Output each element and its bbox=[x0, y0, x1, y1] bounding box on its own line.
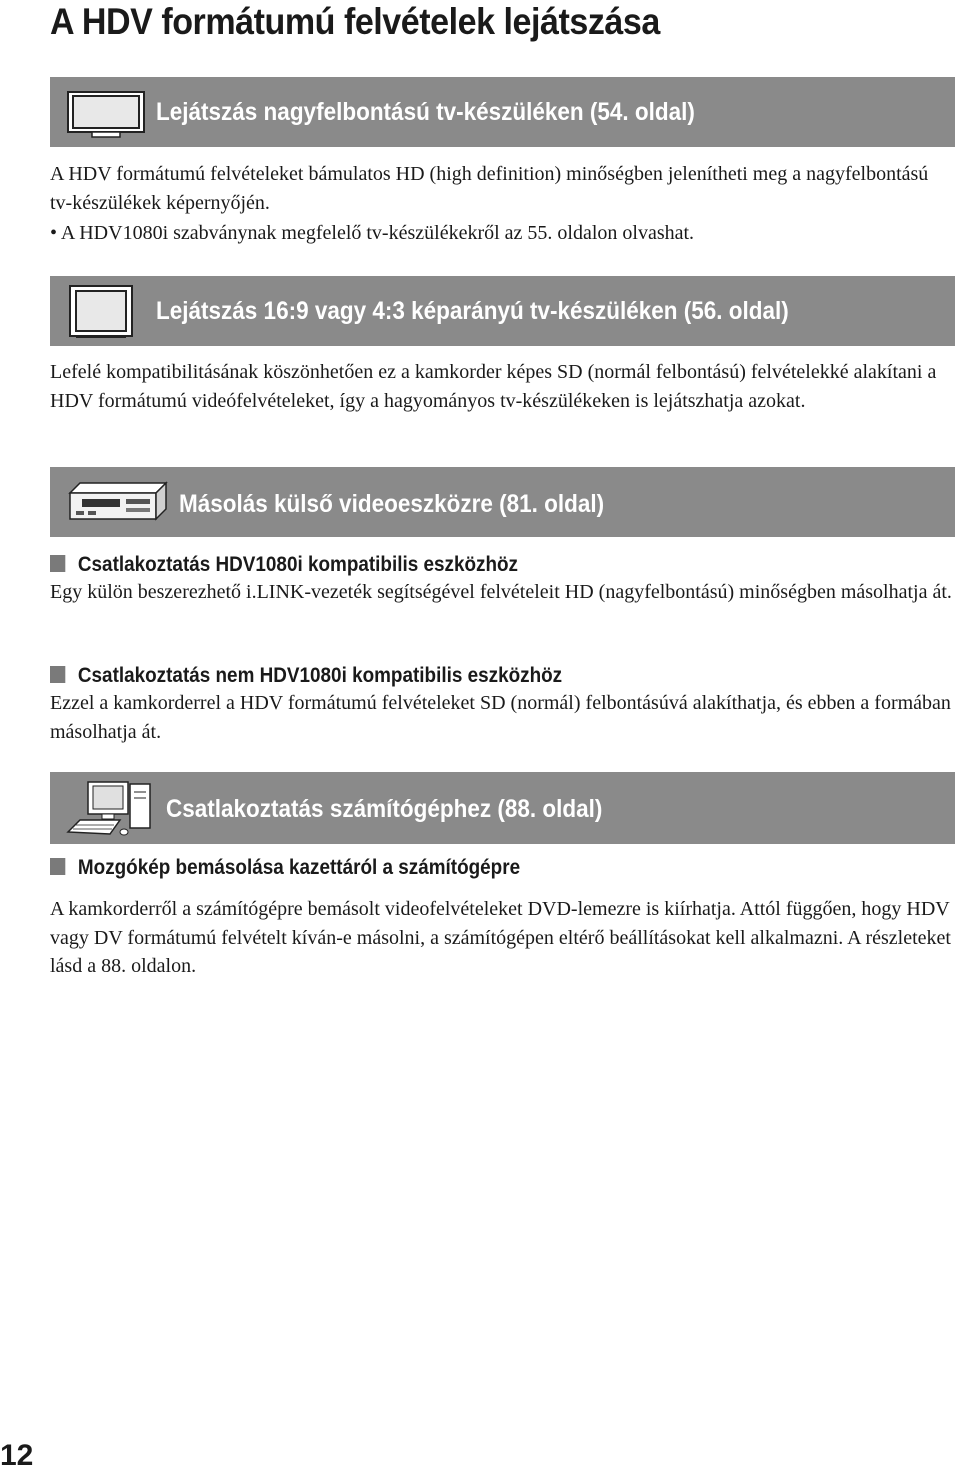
vcr-icon bbox=[66, 481, 170, 523]
section-bar-computer bbox=[50, 772, 955, 844]
paragraph: Ezzel a kamkorderrel a HDV formátumú felvételeket SD (normál) felbontásúvá alakíthatja, és ebben a formában másolhatja át. bbox=[50, 692, 951, 743]
subsection-heading bbox=[50, 552, 518, 578]
paragraph: Egy külön beszerezhető i.LINK-vezeték segítségével felvételeit HD (nagyfelbontású) minőségben másolhatja át. bbox=[50, 581, 952, 603]
section-title: Lejátszás nagyfelbontású tv-készüléken (54. oldal) bbox=[156, 98, 695, 126]
subsection-heading bbox=[50, 663, 562, 689]
section-title: Másolás külső videoeszközre (81. oldal) bbox=[179, 490, 605, 518]
section-bar-sd-tv bbox=[50, 276, 955, 346]
square-bullet-icon bbox=[50, 555, 65, 572]
section-bar-hd-tv bbox=[50, 77, 955, 147]
paragraph: A HDV formátumú felvételeket bámulatos HD (high definition) minőségben jelenítheti meg a nagyfelbontású tv-készülékek képernyőjén. bbox=[50, 163, 929, 214]
section-title: Lejátszás 16:9 vagy 4:3 képarányú tv-készüléken (56. oldal) bbox=[156, 297, 789, 325]
subsection-heading-text: Csatlakoztatás nem HDV1080i kompatibilis eszközhöz bbox=[77, 664, 563, 687]
square-bullet-icon bbox=[50, 858, 65, 875]
page-title: A HDV formátumú felvételek lejátszása bbox=[50, 1, 660, 42]
computer-icon bbox=[66, 778, 156, 840]
subsection-heading-text: Csatlakoztatás HDV1080i kompatibilis eszközhöz bbox=[77, 553, 519, 576]
paragraph: Lefelé kompatibilitásának köszönhetően ez a kamkorder képes SD (normál felbontású) felvételekké alakítani a HDV formátumú videófelvételeket, így a hagyományos tv-készülékeken is lejátszhatja azokat. bbox=[50, 361, 937, 412]
section-bar-video-device bbox=[50, 467, 955, 537]
widescreen-tv-icon bbox=[66, 90, 146, 138]
paragraph: A kamkorderről a számítógépre bemásolt videofelvételeket DVD-lemezre is kiírhatja. Attól függően, hogy HDV vagy DV formátumú felvételt kíván-e másolni, a számítógépen eltérő beállításokat kell alkalmazni. A részleteket lásd a 88. oldalon. bbox=[50, 898, 951, 977]
section-title: Csatlakoztatás számítógéphez (88. oldal) bbox=[166, 795, 603, 823]
subsection-heading-text: Mozgókép bemásolása kazettáról a számítógépre bbox=[77, 856, 521, 879]
bullet-item: • A HDV1080i szabványnak megfelelő tv-készülékekről az 55. oldalon olvashat. bbox=[50, 222, 695, 244]
page-number: 12 bbox=[0, 1439, 34, 1472]
square-bullet-icon bbox=[50, 666, 65, 683]
subsection-heading bbox=[50, 855, 520, 881]
standard-tv-icon bbox=[66, 284, 136, 340]
